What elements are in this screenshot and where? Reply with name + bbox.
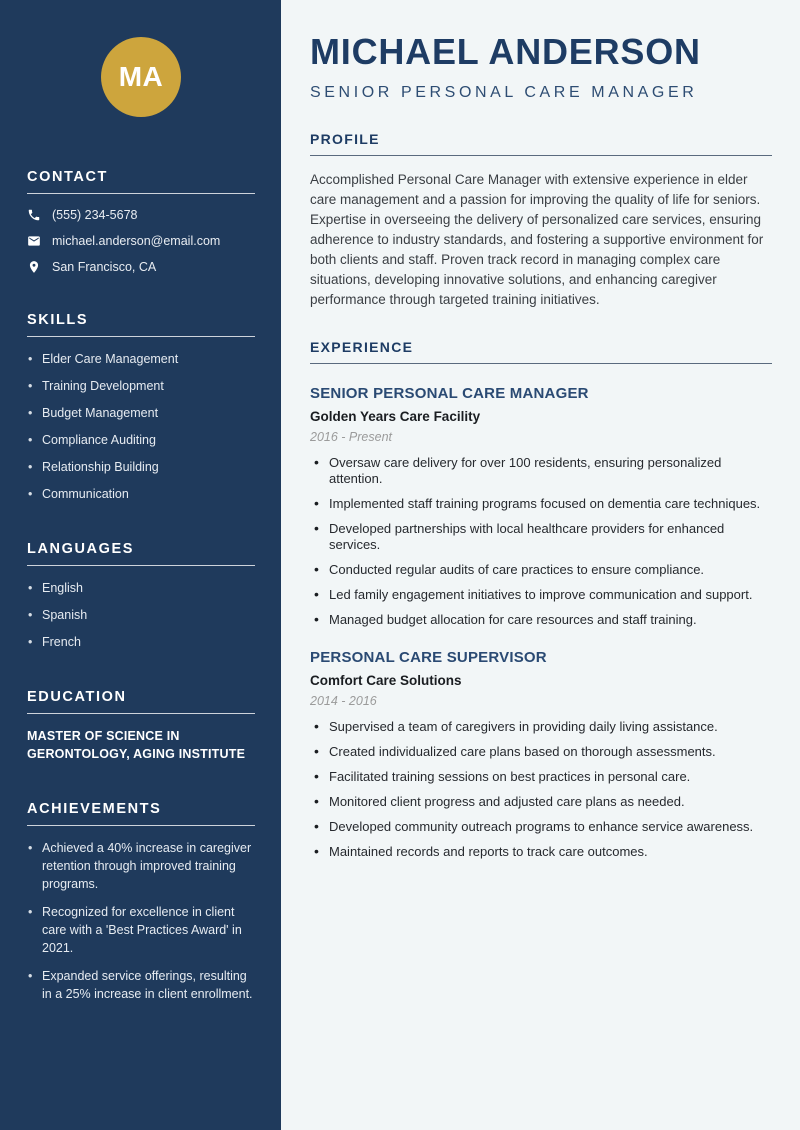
job-bullet: • Maintained records and reports to track care outcomes.: [310, 844, 772, 860]
profile-section-title: PROFILE: [310, 131, 772, 156]
language-item: • French: [27, 633, 255, 651]
job-bullet-list: [310, 719, 772, 860]
education-section: [27, 689, 255, 763]
sidebar: [0, 0, 281, 1130]
job-dates: 2016 - Present: [310, 429, 392, 444]
job-bullet: • Created individualized care plans based on thorough assessments.: [310, 744, 772, 760]
person-name: MICHAEL ANDERSON: [310, 31, 701, 72]
job-role: SENIOR PERSONAL CARE MANAGER: [310, 384, 589, 402]
job-bullet: • Developed community outreach programs to enhance service awareness.: [310, 819, 772, 835]
job-company: Comfort Care Solutions: [310, 672, 462, 688]
skill-item: • Elder Care Management: [27, 350, 255, 368]
location-text: San Francisco, CA: [52, 260, 157, 274]
education-section-title: EDUCATION: [27, 689, 255, 714]
achievements-section: [27, 801, 255, 1003]
skills-section-title: SKILLS: [27, 312, 255, 337]
achievements-section-title: ACHIEVEMENTS: [27, 801, 255, 826]
job-role: PERSONAL CARE SUPERVISOR: [310, 648, 547, 666]
achievement-item: • Recognized for excellence in client care with a 'Best Practices Award' in 2021.: [27, 903, 255, 957]
job-entry: [310, 385, 772, 628]
languages-section-title: LANGUAGES: [27, 541, 255, 566]
email-address: michael.anderson@email.com: [52, 234, 221, 248]
job-company: Golden Years Care Facility: [310, 408, 481, 424]
avatar-initials: MA: [118, 61, 164, 92]
contact-row-location: [27, 260, 255, 274]
education-degree: MASTER OF SCIENCE IN GERONTOLOGY, AGING INSTITUTE: [27, 729, 246, 761]
languages-list: [27, 579, 255, 651]
job-bullet: • Monitored client progress and adjusted care plans as needed.: [310, 794, 772, 810]
job-bullet: • Supervised a team of caregivers in providing daily living assistance.: [310, 719, 772, 735]
job-bullet: • Managed budget allocation for care resources and staff training.: [310, 612, 772, 628]
avatar: [101, 37, 181, 117]
experience-section-title: EXPERIENCE: [310, 339, 772, 364]
achievement-item: • Achieved a 40% increase in caregiver retention through improved training programs.: [27, 839, 255, 893]
achievements-list: [27, 839, 255, 1003]
job-bullet: • Facilitated training sessions on best practices in personal care.: [310, 769, 772, 785]
contact-row-phone: [27, 208, 255, 222]
main-content: [281, 0, 800, 1130]
skill-item: • Budget Management: [27, 404, 255, 422]
experience-section: [310, 339, 772, 860]
job-bullet-list: [310, 455, 772, 628]
skill-item: • Relationship Building: [27, 458, 255, 476]
job-bullet: • Implemented staff training programs focused on dementia care techniques.: [310, 496, 772, 512]
job-bullet: • Conducted regular audits of care practices to ensure compliance.: [310, 562, 772, 578]
skills-list: [27, 350, 255, 503]
email-icon: [27, 234, 41, 248]
phone-number: (555) 234-5678: [52, 208, 138, 222]
contact-row-email: [27, 234, 255, 248]
phone-icon: [27, 208, 41, 222]
avatar-container: [27, 37, 255, 117]
skill-item: • Compliance Auditing: [27, 431, 255, 449]
job-dates: 2014 - 2016: [310, 693, 377, 708]
profile-summary: Accomplished Personal Care Manager with extensive experience in elder care management and a passion for improving the quality of life for seniors. Expertise in overseeing the delivery of personalized care services, ensuring adherence to industry standards, and fostering a supportive environment for both clients and staff. Proven track record in managing complex care situations, developing innovative solutions, and enhancing caregiver performance through targeted training initiatives.: [310, 171, 764, 307]
contact-section: [27, 169, 255, 274]
person-job-title: SENIOR PERSONAL CARE MANAGER: [310, 83, 698, 101]
language-item: • English: [27, 579, 255, 597]
skill-item: • Communication: [27, 485, 255, 503]
job-entry: [310, 649, 772, 860]
profile-section: [310, 131, 772, 310]
languages-section: [27, 541, 255, 651]
skill-item: • Training Development: [27, 377, 255, 395]
contact-list: [27, 208, 255, 274]
job-bullet: • Oversaw care delivery for over 100 residents, ensuring personalized attention.: [310, 455, 772, 487]
job-bullet: • Led family engagement initiatives to improve communication and support.: [310, 587, 772, 603]
skills-section: [27, 312, 255, 503]
contact-section-title: CONTACT: [27, 169, 255, 194]
achievement-item: • Expanded service offerings, resulting in a 25% increase in client enrollment.: [27, 967, 255, 1003]
language-item: • Spanish: [27, 606, 255, 624]
job-bullet: • Developed partnerships with local healthcare providers for enhanced services.: [310, 521, 772, 553]
location-pin-icon: [27, 260, 41, 274]
